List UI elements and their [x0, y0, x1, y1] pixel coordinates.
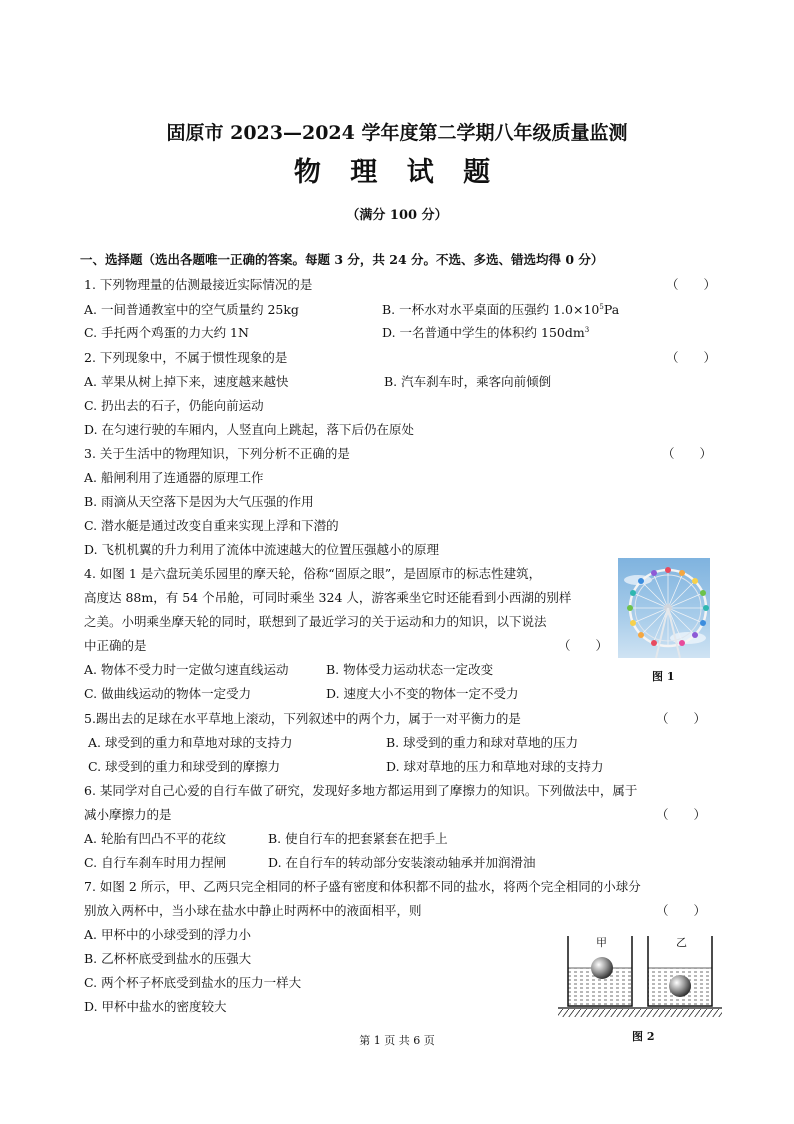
option-c: C. 手托两个鸡蛋的力大约 1N: [84, 325, 249, 340]
answer-blank: （ ）: [656, 903, 707, 918]
cup-label-jia: 甲: [596, 936, 607, 949]
figure-2-caption: 图 2: [632, 1030, 655, 1043]
page-footer: 第 1 页 共 6 页: [359, 1034, 435, 1047]
question-stem-line: 之美。小明乘坐摩天轮的同时，联想到了最近学习的关于运动和力的知识，以下说法: [84, 614, 547, 629]
question-stem: 3. 关于生活中的物理知识，下列分析不正确的是: [84, 446, 350, 461]
option-a: A. 轮胎有凹凸不平的花纹: [84, 831, 226, 846]
subject-title: 物 理 试 题: [293, 157, 501, 188]
question-stem-line: 别放入两杯中，当小球在盐水中静止时两杯中的液面相平，则: [84, 903, 422, 918]
answer-blank: （ ）: [666, 277, 717, 292]
question-stem: 1. 下列物理量的估测最接近实际情况的是: [84, 277, 313, 292]
option-a: A. 船闸利用了连通器的原理工作: [84, 470, 264, 485]
question-stem-line: 减小摩擦力的是: [84, 807, 172, 822]
figure-1-caption: 图 1: [652, 670, 675, 683]
option-b: B. 使自行车的把套紧套在把手上: [268, 831, 448, 846]
option-d: D. 球对草地的压力和草地对球的支持力: [386, 759, 604, 774]
question-stem-line: 7. 如图 2 所示，甲、乙两只完全相同的杯子盛有密度和体积都不同的盐水，将两个完全相同的小球分: [84, 879, 641, 894]
option-a: A. 物体不受力时一定做匀速直线运动: [84, 662, 289, 677]
answer-blank: （ ）: [662, 446, 713, 461]
ferris-wheel-image: [618, 558, 710, 658]
question-stem-line: 中正确的是: [84, 638, 147, 653]
option-c: C. 做曲线运动的物体一定受力: [84, 686, 252, 701]
option-d: D. 在自行车的转动部分安装滚动轴承并加润滑油: [268, 855, 536, 870]
option-a: A. 甲杯中的小球受到的浮力小: [84, 927, 251, 942]
option-c: C. 扔出去的石子，仍能向前运动: [84, 398, 264, 413]
two-cups-diagram: [556, 930, 726, 1022]
section-heading: 一、选择题（选出各题唯一正确的答案。每题 3 分，共 24 分。不选、多选、错选均得 0 分）: [80, 252, 604, 267]
option-c: C. 潜水艇是通过改变自重来实现上浮和下潜的: [84, 518, 339, 533]
option-d: D. 速度大小不变的物体一定不受力: [326, 686, 519, 701]
option-a: A. 苹果从树上掉下来，速度越来越快: [84, 374, 289, 389]
option-b: B. 物体受力运动状态一定改变: [326, 662, 494, 677]
answer-blank: （ ）: [656, 711, 707, 726]
question-stem-line: 高度达 88m，有 54 个吊舱，可同时乘坐 324 人，游客乘坐它时还能看到小西湖的别样: [84, 590, 572, 605]
answer-blank: （ ）: [656, 807, 707, 822]
full-score: （满分 100 分）: [346, 208, 448, 223]
answer-blank: （ ）: [558, 638, 609, 653]
option-a: A. 一间普通教室中的空气质量约 25kg: [84, 302, 299, 317]
question-stem: 2. 下列现象中，不属于惯性现象的是: [84, 350, 288, 365]
option-b: B. 雨滴从天空落下是因为大气压强的作用: [84, 494, 314, 509]
question-stem-line: 6. 某同学对自己心爱的自行车做了研究，发现好多地方都运用到了摩擦力的知识。下列做法中，属于: [84, 783, 638, 798]
option-c: C. 两个杯子杯底受到盐水的压力一样大: [84, 975, 302, 990]
option-b: B. 乙杯杯底受到盐水的压强大: [84, 951, 252, 966]
option-d: D. 飞机机翼的升力利用了流体中流速越大的位置压强越小的原理: [84, 542, 440, 557]
question-stem-line: 4. 如图 1 是六盘玩美乐园里的摩天轮，俗称“固原之眼”，是固原市的标志性建筑，: [84, 566, 542, 581]
option-a: A. 球受到的重力和草地对球的支持力: [88, 735, 293, 750]
option-c: C. 自行车刹车时用力捏闸: [84, 855, 227, 870]
option-b: B. 汽车刹车时，乘客向前倾倒: [384, 374, 552, 389]
option-d: D. 甲杯中盐水的密度较大: [84, 999, 227, 1014]
exam-title: 固原市 2023—2024 学年度第二学期八年级质量监测: [166, 122, 628, 144]
question-stem: 5.踢出去的足球在水平草地上滚动，下列叙述中的两个力，属于一对平衡力的是: [84, 711, 521, 726]
option-d: D. 一名普通中学生的体积约 $150dm^3$: [382, 325, 590, 340]
option-b: B. 一杯水对水平桌面的压强约 $1.0\times 10^5Pa$: [382, 302, 620, 317]
answer-blank: （ ）: [666, 350, 717, 365]
option-c: C. 球受到的重力和球受到的摩擦力: [88, 759, 281, 774]
cup-label-yi: 乙: [676, 936, 687, 949]
option-b: B. 球受到的重力和球对草地的压力: [386, 735, 579, 750]
option-d: D. 在匀速行驶的车厢内，人竖直向上跳起，落下后仍在原处: [84, 422, 415, 437]
